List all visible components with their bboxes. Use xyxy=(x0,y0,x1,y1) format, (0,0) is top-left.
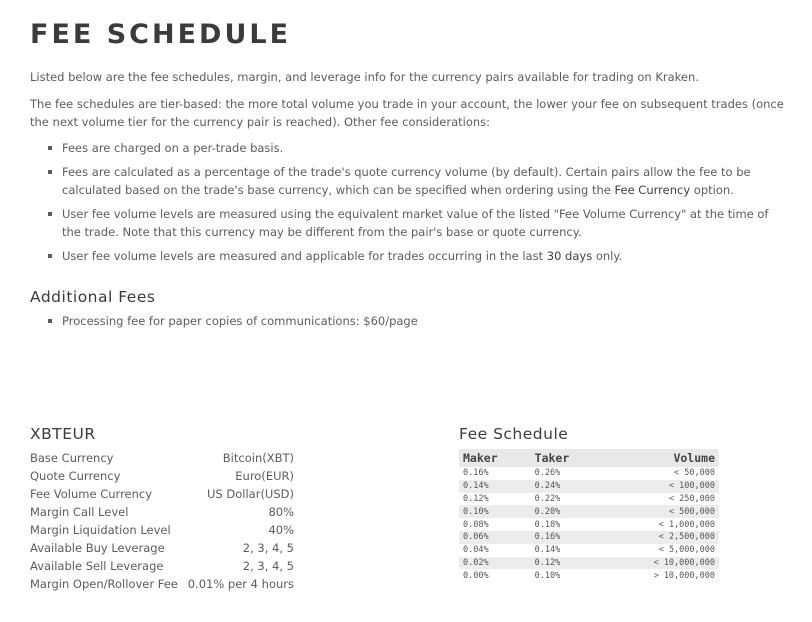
emphasis-text: Fee Currency xyxy=(614,183,691,197)
table-cell: 0.12% xyxy=(463,493,489,504)
pair-info-table xyxy=(30,451,294,595)
pair-info-value: 2, 3, 4, 5 xyxy=(242,559,294,573)
list-item: Processing fee for paper copies of communications: $60/page xyxy=(44,312,784,330)
table-cell: 0.10% xyxy=(459,505,531,518)
additional-fees-list xyxy=(44,312,784,336)
pair-info-label: Available Sell Leverage xyxy=(30,559,164,573)
column-header: Maker xyxy=(459,449,531,467)
list-item: Fees are calculated as a percentage of the trade's quote currency volume (by default). Certain pairs allow the fee to be calculated based on the trade's base currency, which can be specified when ordering using the Fee Currency option. xyxy=(44,163,784,199)
table-cell: < 10,000,000 xyxy=(602,557,719,570)
pair-info-row xyxy=(30,505,294,523)
table-cell: > 10,000,000 xyxy=(653,570,715,581)
table-row xyxy=(459,505,719,518)
column-header: Taker xyxy=(531,449,603,467)
table-cell: 0.22% xyxy=(534,493,561,504)
table-row xyxy=(459,569,719,582)
table-cell: 0.20% xyxy=(531,505,603,518)
list-item: User fee volume levels are measured using the equivalent market value of the listed "Fee Volume Currency" at the time of the trade. Note that this currency may be different from the pair's base or quote currency. xyxy=(44,205,784,241)
table-cell: < 50,000 xyxy=(674,468,715,479)
table-cell: 0.14% xyxy=(534,545,561,556)
table-cell: < 5,000,000 xyxy=(658,545,715,556)
pair-info-row xyxy=(30,577,294,595)
table-cell: 0.16% xyxy=(531,531,603,544)
table-cell: 0.14% xyxy=(459,480,531,493)
pair-info-value: US Dollar(USD) xyxy=(207,487,294,501)
pair-info-value: Bitcoin(XBT) xyxy=(222,451,294,465)
pair-info-value: Euro(EUR) xyxy=(235,469,294,483)
pair-info-row xyxy=(30,541,294,559)
page-title: FEE SCHEDULE xyxy=(30,19,292,50)
table-row xyxy=(459,480,719,493)
pair-info-label: Margin Call Level xyxy=(30,505,129,519)
table-cell: < 250,000 xyxy=(668,493,715,504)
table-row xyxy=(459,467,719,480)
list-item: Fees are charged on a per-trade basis. xyxy=(44,139,784,157)
table-cell: 0.00% xyxy=(463,570,489,581)
tier-note: The fee schedules are tier-based: the more total volume you trade in your account, the lower your fee on subsequent trades (once the next volume tier for the currency pair is reached). Other fee considerations: xyxy=(30,97,784,129)
pair-info-value: 0.01% per 4 hours xyxy=(187,577,294,591)
column-header: Volume xyxy=(602,449,719,467)
table-cell: 0.08% xyxy=(463,519,489,530)
table-cell: 0.04% xyxy=(463,545,489,556)
table-cell: 0.18% xyxy=(534,519,561,530)
table-cell: 0.16% xyxy=(463,468,489,479)
pair-info-row xyxy=(30,451,294,469)
list-item: User fee volume levels are measured and applicable for trades occurring in the last 30 days only. xyxy=(44,247,784,265)
table-cell: < 500,000 xyxy=(602,505,719,518)
pair-info-row xyxy=(30,559,294,577)
table-row xyxy=(459,493,719,506)
table-cell: 0.12% xyxy=(531,557,603,570)
pair-info-value: 40% xyxy=(268,523,294,537)
pair-info-label: Base Currency xyxy=(30,451,114,465)
table-cell: < 1,000,000 xyxy=(658,519,715,530)
pair-info-label: Quote Currency xyxy=(30,469,121,483)
table-cell: 0.10% xyxy=(534,570,561,581)
pair-info-label: Margin Open/Rollover Fee xyxy=(30,577,178,591)
pair-info-row xyxy=(30,487,294,505)
table-row xyxy=(459,557,719,570)
table-row xyxy=(459,531,719,544)
table-cell: 0.06% xyxy=(459,531,531,544)
intro-text: Listed below are the fee schedules, margin, and leverage info for the currency pairs available for trading on Kraken. xyxy=(30,70,699,84)
fee-considerations-list xyxy=(44,139,784,271)
table-cell: 0.26% xyxy=(534,468,561,479)
pair-info-value: 2, 3, 4, 5 xyxy=(242,541,294,555)
table-row xyxy=(459,518,719,531)
pair-name: XBTEUR xyxy=(30,425,96,443)
pair-info-row xyxy=(30,469,294,487)
table-cell: 0.24% xyxy=(531,480,603,493)
table-cell: < 100,000 xyxy=(602,480,719,493)
table-row xyxy=(459,544,719,557)
emphasis-text: 30 days xyxy=(546,249,593,263)
additional-fees-heading: Additional Fees xyxy=(30,288,156,306)
table-cell: < 2,500,000 xyxy=(602,531,719,544)
fee-table-header xyxy=(459,449,719,467)
table-cell: 0.02% xyxy=(459,557,531,570)
pair-info-value: 80% xyxy=(268,505,294,519)
pair-info-label: Available Buy Leverage xyxy=(30,541,165,555)
pair-info-row xyxy=(30,523,294,541)
pair-info-label: Fee Volume Currency xyxy=(30,487,153,501)
fee-schedule-heading: Fee Schedule xyxy=(459,425,569,443)
fee-schedule-table xyxy=(459,449,719,582)
pair-info-label: Margin Liquidation Level xyxy=(30,523,171,537)
